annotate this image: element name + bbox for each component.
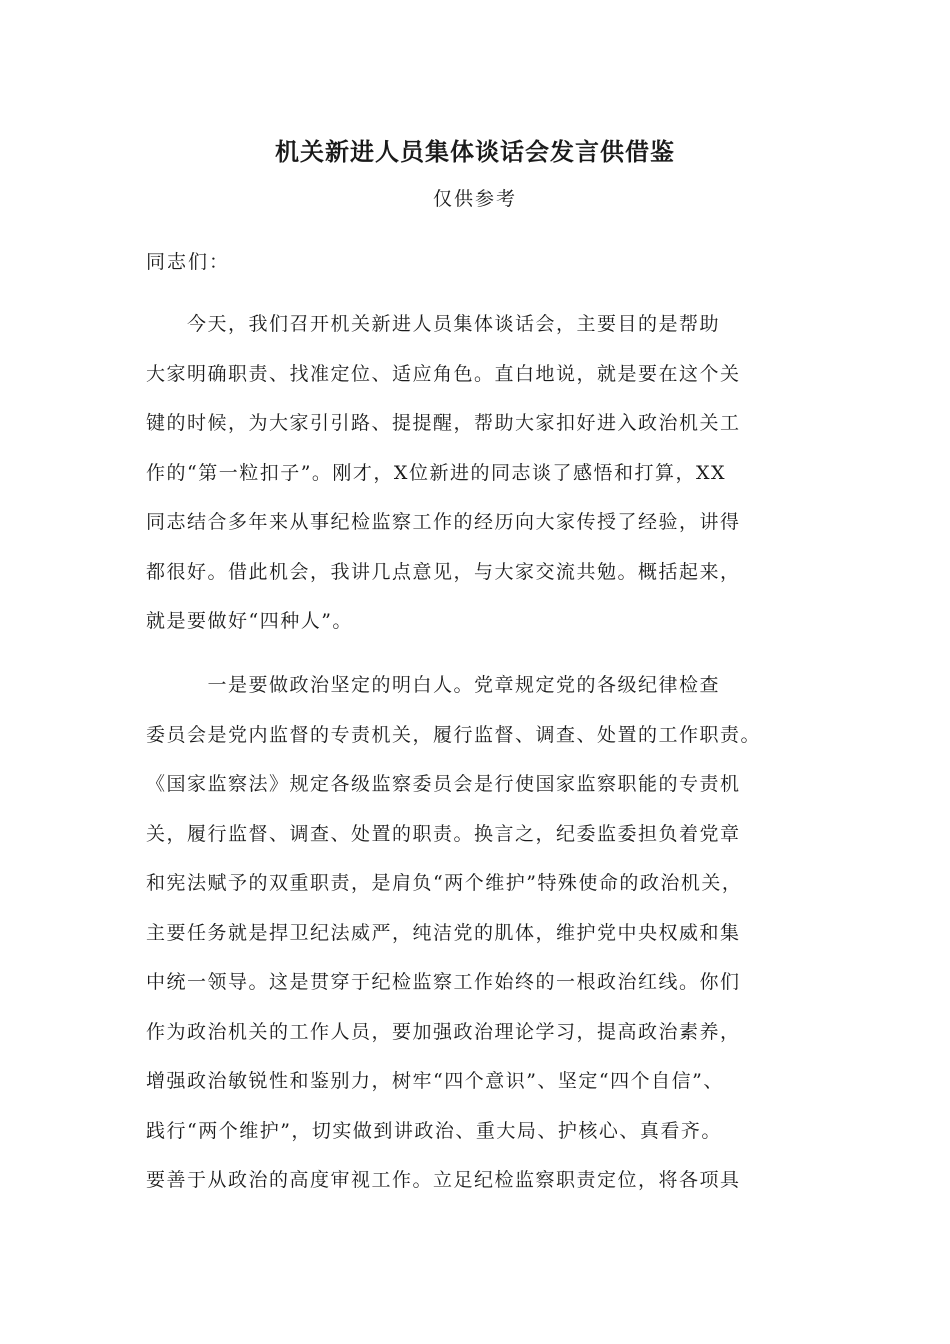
- document-title: 机关新进人员集体谈话会发言供借鉴: [275, 137, 675, 166]
- paragraph-line: 践行“两个维护”，切实做到讲政治、重大局、护核心、真看齐。: [146, 1119, 722, 1142]
- paragraph-line: 作的“第一粒扣子”。刚才，X位新进的同志谈了感悟和打算，XX: [146, 461, 727, 484]
- document-subtitle: 仅供参考: [432, 188, 517, 210]
- paragraph-line: 就是要做好“四种人”。: [146, 610, 353, 632]
- paragraph-line: 《国家监察法》规定各级监察委员会是行使国家监察职能的专责机: [146, 773, 741, 795]
- paragraph-line: 大家明确职责、找准定位、适应角色。直白地说，就是要在这个关: [146, 362, 741, 385]
- paragraph-intro: [146, 300, 836, 647]
- paragraph-line: 委员会是党内监督的专责机关，履行监督、调查、处置的工作职责。: [146, 723, 762, 746]
- paragraph-line: 和宪法赋予的双重职责，是肩负“两个维护”特殊使命的政治机关，: [146, 872, 743, 894]
- paragraph-point-one: [146, 661, 836, 1206]
- paragraph-line: 中统一领导。这是贯穿于纪检监察工作始终的一根政治红线。你们: [146, 971, 741, 993]
- paragraph-line: 都很好。借此机会，我讲几点意见，与大家交流共勉。概括起来，: [146, 560, 741, 583]
- paragraph-line: 一是要做政治坚定的明白人。党章规定党的各级纪律检查: [146, 674, 721, 696]
- paragraph-line: 关，履行监督、调查、处置的职责。换言之，纪委监委担负着党章: [146, 822, 741, 845]
- paragraph-line: 主要任务就是捍卫纪法威严，纯洁党的肌体，维护党中央权威和集: [146, 921, 741, 944]
- paragraph-line: 增强政治敏锐性和鉴别力，树牢“四个意识”、坚定“四个自信”、: [146, 1070, 724, 1092]
- paragraph-line: 今天，我们召开机关新进人员集体谈话会，主要目的是帮助: [146, 313, 721, 335]
- paragraph-line: 同志结合多年来从事纪检监察工作的经历向大家传授了经验，讲得: [146, 511, 741, 533]
- paragraph-line: 键的时候，为大家引引路、提提醒，帮助大家扣好进入政治机关工: [146, 412, 741, 434]
- paragraph-line: 作为政治机关的工作人员，要加强政治理论学习，提高政治素养，: [146, 1020, 741, 1043]
- salutation: 同志们：: [146, 251, 231, 273]
- paragraph-line: 要善于从政治的高度审视工作。立足纪检监察职责定位，将各项具: [146, 1169, 741, 1191]
